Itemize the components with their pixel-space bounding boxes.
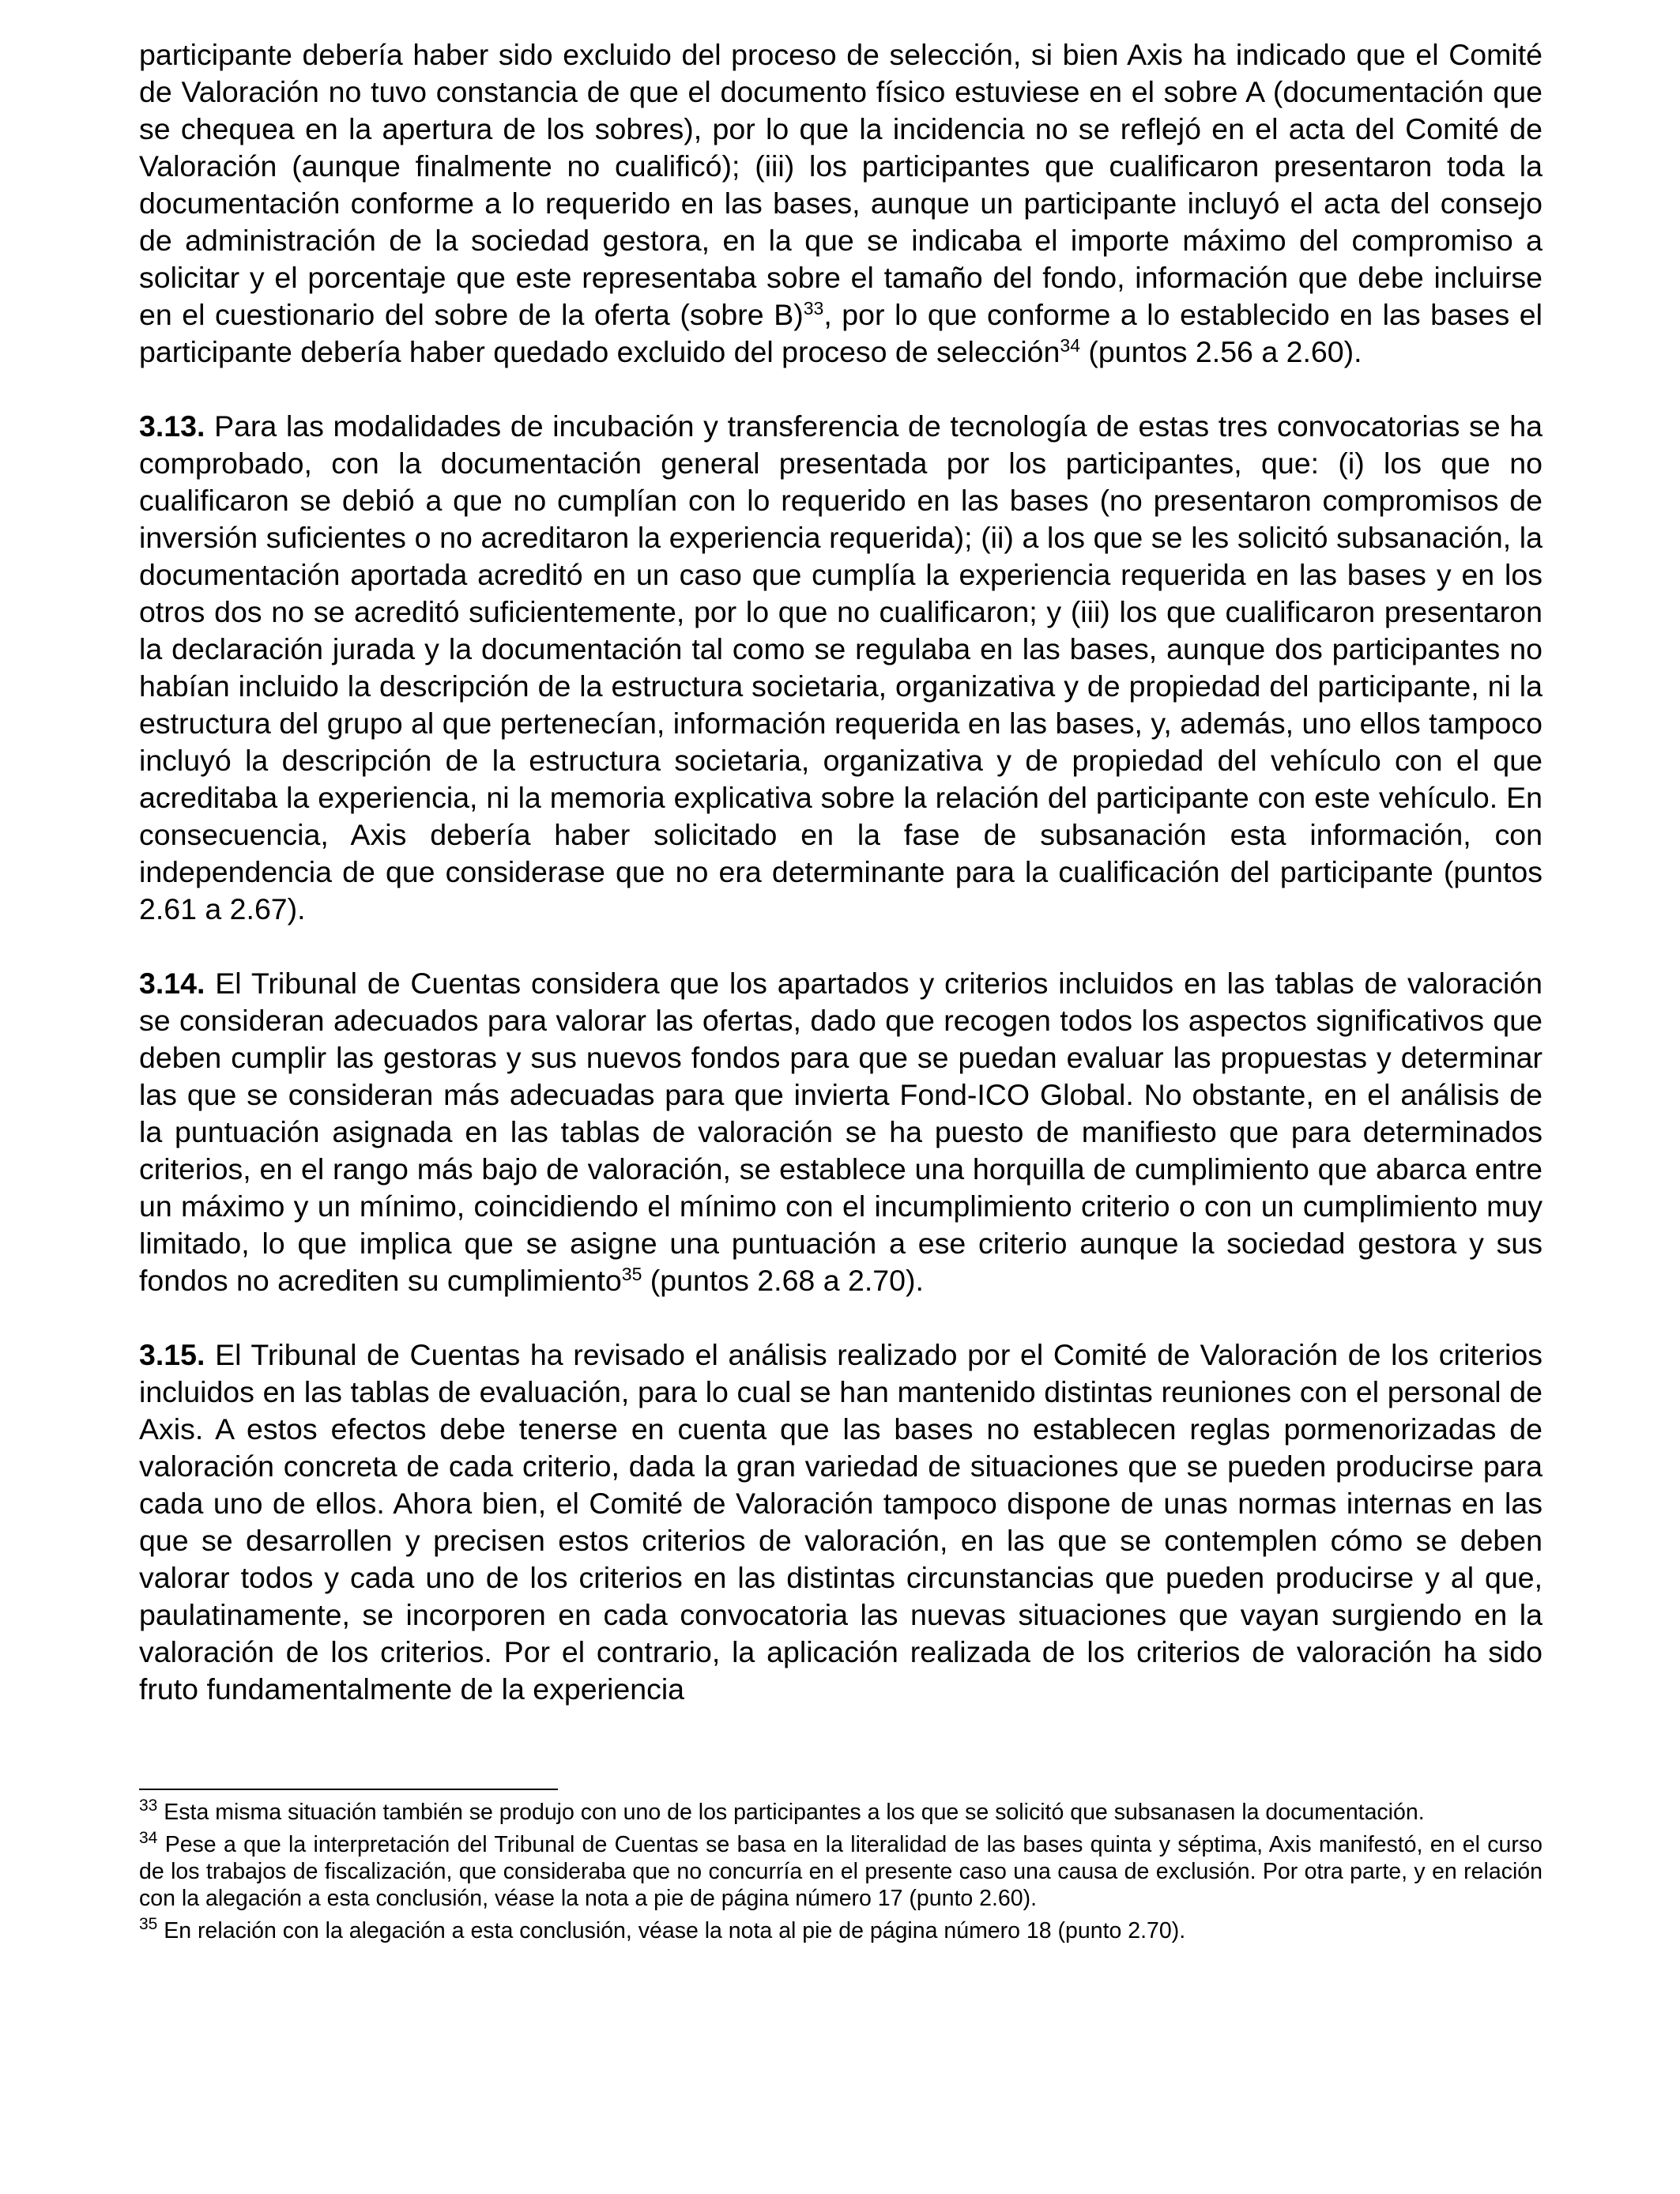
paragraph-text: (puntos 2.56 a 2.60).: [1080, 335, 1362, 368]
paragraph-number: 3.14.: [139, 967, 205, 1000]
footnote-reference[interactable]: 35: [621, 1264, 642, 1284]
footnote-text: Pese a que la interpretación del Tribunal de Cuentas se basa en la literalidad de las bases quinta y séptima, Axis manifestó, en el curso de los trabajos de fiscalización, que consideraba que no concurría en el presente caso una causa de exclusión. Por otra parte, y en relación con la alegación a esta conclusión, véase la nota a pie de página número 17 (punto 2.60).: [139, 1832, 1543, 1911]
footnote-35: [139, 1917, 1543, 1944]
footnote-34: [139, 1831, 1543, 1912]
paragraph-number: 3.15.: [139, 1338, 205, 1371]
footnote-text: En relación con la alegación a esta conclusión, véase la nota al pie de página número 18 (punto 2.70).: [157, 1918, 1186, 1943]
footnote-marker: 33: [139, 1796, 158, 1815]
footnote-separator: [139, 1789, 558, 1790]
paragraph-text: , por lo que conforme a lo establecido en las bases el participante debería haber quedado excluido del proceso de selección: [139, 298, 1543, 368]
paragraph-3-14: [139, 965, 1543, 1299]
paragraph-3-15: [139, 1336, 1543, 1708]
body-text: [139, 36, 1543, 1745]
paragraph-text: participante debería haber sido excluido del proceso de selección, si bien Axis ha indicado que el Comité de Valoración no tuvo constancia de que el documento físico estuviese en el sobre A (documentación que se chequea en la apertura de los sobres), por lo que la incidencia no se reflejó en el acta del Comité de Valoración (aunque finalmente no cualificó); (iii) los participantes que cualificaron presentaron toda la documentación conforme a lo requerido en las bases, aunque un participante incluyó el acta del consejo de administración de la sociedad gestora, en la que se indicaba el importe máximo del compromiso a solicitar y el porcentaje que este representaba sobre el tamaño del fondo, información que debe incluirse en el cuestionario del sobre de la oferta (sobre B): [139, 38, 1543, 331]
paragraph-continuation: [139, 36, 1543, 371]
paragraph-text: (puntos 2.68 a 2.70).: [642, 1264, 924, 1297]
footnote-reference[interactable]: 34: [1060, 335, 1080, 356]
paragraph-text: Para las modalidades de incubación y transferencia de tecnología de estas tres convocatorias se ha comprobado, con la documentación general presentada por los participantes, que: (i) los que no cualificaron se debió a que no cumplían con lo requerido en las bases (no presentaron compromisos de inversión suficientes o no acreditaron la experiencia requerida); (ii) a los que se les solicitó subsanación, la documentación aportada acreditó en un caso que cumplía la experiencia requerida en las bases y en los otros dos no se acreditó suficientemente, por lo que no cualificaron; y (iii) los que cualificaron presentaron la declaración jurada y la documentación tal como se regulaba en las bases, aunque dos participantes no habían incluido la descripción de la estructura societaria, organizativa y de propiedad del participante, ni la estructura del grupo al que pertenecían, información requerida en las bases, y, además, uno ellos tampoco incluyó la descripción de la estructura societaria, organizativa y de propiedad del vehículo con el que acreditaba la experiencia, ni la memoria explicativa sobre la relación del participante con este vehículo. En consecuencia, Axis debería haber solicitado en la fase de subsanación esta información, con independencia de que considerase que no era determinante para la cualificación del participante (puntos 2.61 a 2.67).: [139, 409, 1543, 925]
footnote-marker: 34: [139, 1829, 158, 1847]
paragraph-text: El Tribunal de Cuentas considera que los apartados y criterios incluidos en las tablas de valoración se consideran adecuados para valorar las ofertas, dado que recogen todos los aspectos significativos que deben cumplir las gestoras y sus nuevos fondos para que se puedan evaluar las propuestas y determinar las que se consideran más adecuadas para que invierta Fond-ICO Global. No obstante, en el análisis de la puntuación asignada en las tablas de valoración se ha puesto de manifiesto que para determinados criterios, en el rango más bajo de valoración, se establece una horquilla de cumplimiento que abarca entre un máximo y un mínimo, coincidiendo el mínimo con el incumplimiento criterio o con un cumplimiento muy limitado, lo que implica que se asigne una puntuación a ese criterio aunque la sociedad gestora y sus fondos no acrediten su cumplimiento: [139, 967, 1543, 1297]
paragraph-3-13: [139, 408, 1543, 928]
footnotes: [139, 1796, 1543, 1950]
paragraph-text: El Tribunal de Cuentas ha revisado el análisis realizado por el Comité de Valoración de los criterios incluidos en las tablas de evaluación, para lo cual se han mantenido distintas reuniones con el personal de Axis. A estos efectos debe tenerse en cuenta que las bases no establecen reglas pormenorizadas de valoración concreta de cada criterio, dada la gran variedad de situaciones que se pueden producirse para cada uno de ellos. Ahora bien, el Comité de Valoración tampoco dispone de unas normas internas en las que se desarrollen y precisen estos criterios de valoración, en las que se contemplen cómo se deben valorar todos y cada uno de los criterios en las distintas circunstancias que pueden producirse y al que, paulatinamente, se incorporen en cada convocatoria las nuevas situaciones que vayan surgiendo en la valoración de los criterios. Por el contrario, la aplicación realizada de los criterios de valoración ha sido fruto fundamentalmente de la experiencia: [139, 1338, 1543, 1706]
paragraph-number: 3.13.: [139, 409, 205, 443]
footnote-text: Esta misma situación también se produjo con uno de los participantes a los que se solicitó que subsanasen la documentación.: [157, 1800, 1425, 1825]
footnote-33: [139, 1796, 1543, 1826]
footnote-marker: 35: [139, 1915, 158, 1933]
footnote-reference[interactable]: 33: [803, 298, 824, 319]
